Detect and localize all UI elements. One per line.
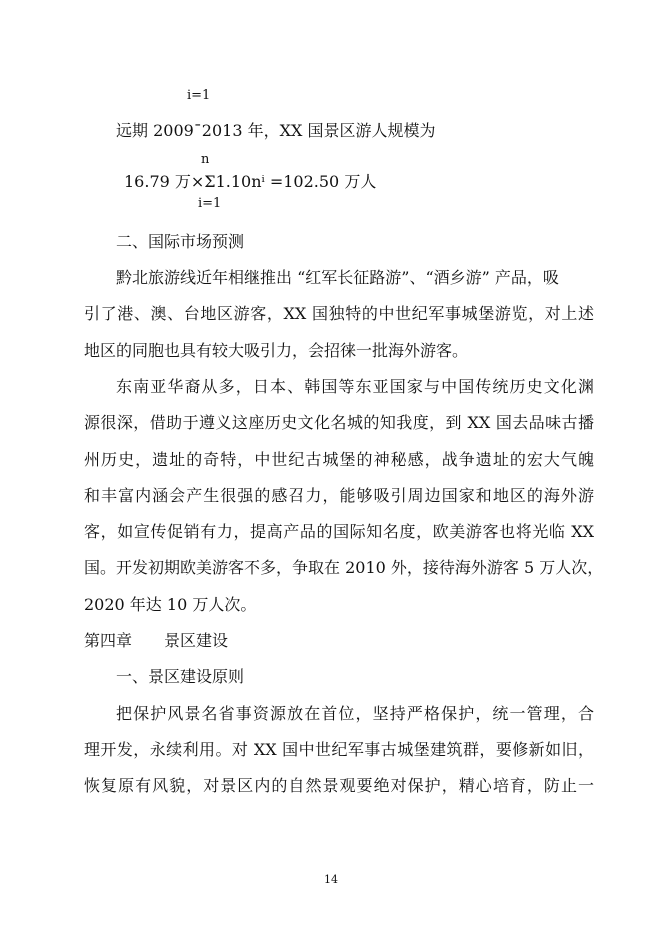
formula-upper-label: n bbox=[201, 152, 210, 167]
paragraph-line: 恢复原有风貌，对景区内的自然景观要绝对保护，精心培育，防止一 bbox=[84, 776, 594, 795]
formula-expression: 16.79 万×Σ1.10nⁱ =102.50 万人 bbox=[124, 172, 377, 191]
section-heading: 一、景区建设原则 bbox=[116, 667, 245, 686]
paragraph-line: 东南亚华裔从多，日本、韩国等东亚国家与中国传统历史文化渊 bbox=[116, 377, 594, 396]
paragraph-line: 源很深，借助于遵义这座历史文化名城的知我度，到 XX 国去品味古播 bbox=[84, 413, 594, 432]
chapter-heading: 第四章 景区建设 bbox=[84, 631, 229, 650]
page-number: 14 bbox=[324, 873, 338, 886]
paragraph-line: 和丰富内涵会产生很强的感召力，能够吸引周边国家和地区的海外游 bbox=[84, 486, 594, 505]
paragraph-line: 把保护风景名省事资源放在首位，坚持严格保护，统一管理，合 bbox=[116, 704, 594, 723]
paragraph-line: 理开发，永续利用。对 XX 国中世纪军事古城堡建筑群，要修新如旧， bbox=[84, 740, 594, 759]
paragraph-line: 国。开发初期欧美游客不多，争取在 2010 外，接待海外游客 5 万人次， bbox=[84, 558, 604, 577]
paragraph-line: 州历史，遗址的奇特，中世纪古城堡的神秘感，战争遗址的宏大气魄 bbox=[84, 450, 594, 469]
section-heading: 二、国际市场预测 bbox=[116, 232, 245, 251]
paragraph-line: 引了港、澳、台地区游客，XX 国独特的中世纪军事城堡游览，对上述 bbox=[84, 304, 594, 323]
paragraph-line: 黔北旅游线近年相继推出 “红军长征路游”、“酒乡游” 产品，吸 bbox=[116, 268, 559, 287]
paragraph-line: 客，如宣传促销有力，提高产品的国际知名度，欧美游客也将光临 XX bbox=[84, 522, 594, 541]
paragraph-line: 2020 年达 10 万人次。 bbox=[84, 595, 257, 614]
formula-index-label: i=1 bbox=[187, 88, 211, 103]
formula-lower-label: i=1 bbox=[198, 196, 222, 211]
paragraph-line: 地区的同胞也具有较大吸引力，会招徕一批海外游客。 bbox=[84, 341, 469, 360]
formula-intro-line: 远期 2009¯2013 年，XX 国景区游人规模为 bbox=[116, 121, 436, 140]
